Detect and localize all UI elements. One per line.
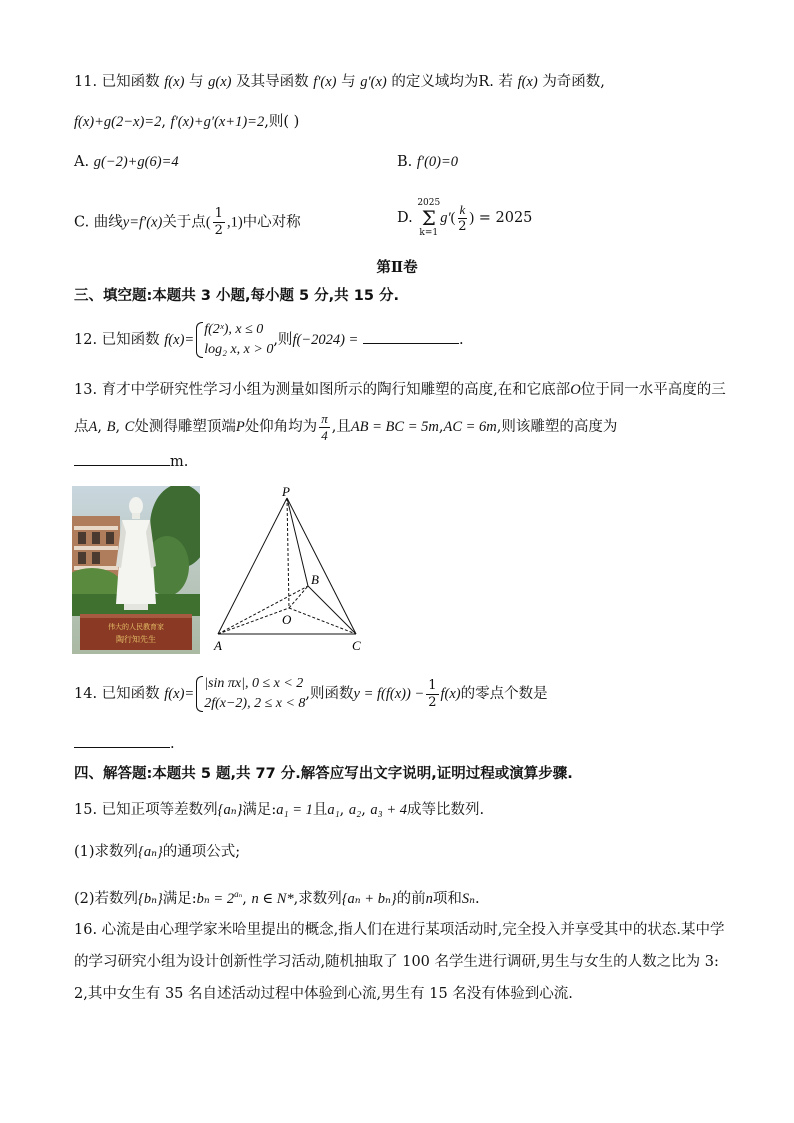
q12-number: 12. <box>74 332 98 348</box>
summation-symbol: 2025 Σ k=1 <box>417 198 441 238</box>
q12-piecewise: f(2ˣ), x ≤ 0 log₂ x, x > 0 <box>194 320 273 360</box>
q14-number: 14. <box>74 686 98 702</box>
q16-number: 16. <box>74 922 98 938</box>
q11-point-fraction: $\frac{1}{2}$ <box>214 206 223 238</box>
q11-stem-line1: 11. 已知函数 f(x) 与 g(x) 及其导函数 f′(x) 与 g′(x) 的定义域均为R. 若 f(x) 为奇函数, <box>74 74 605 90</box>
label-b: B <box>311 572 319 587</box>
q13-line2: 点A, B, C处测得雕塑顶端P处仰角均为 $\frac{\pi}{4}$ ,且AB = BC = 5m,AC = 6m,则该雕塑的高度为 <box>74 410 618 443</box>
q11-option-d: D. 2025 Σ k=1g′( $\frac{k}{2}$ ) = 2025 <box>397 198 533 238</box>
q11-equation-2: f′(x)+g′(x+1)=2 <box>170 114 265 130</box>
q11-number: 11. <box>74 74 98 90</box>
q13-answer-blank[interactable] <box>74 465 170 466</box>
q14: 14. 已知函数 f(x)= |sin πx|, 0 ≤ x < 2 2f(x−2), 2 ≤ x < 8 ,则函数y = f(f(x)) − $\frac{1}{2}$ f(x)的零点个数是 <box>74 672 548 716</box>
q15-stem: 15. 已知正项等差数列{aₙ}满足:a₁ = 1且a₁, a₂, a₃ + 4成等比数列. <box>74 802 485 818</box>
section-3-heading: 三、填空题:本题共 3 小题,每小题 5 分,共 15 分. <box>74 288 399 304</box>
plaque-line-1: 伟大的人民教育家 <box>108 623 164 631</box>
q11-option-a: A. g(−2)+g(6)=4 <box>74 154 179 170</box>
section-4-heading: 四、解答题:本题共 5 题,共 77 分.解答应写出文字说明,证明过程或演算步骤. <box>74 766 573 782</box>
plaque-line-2: 陶行知先生 <box>116 635 156 644</box>
q14-answer-blank[interactable] <box>74 747 170 748</box>
q15-part-2: (2)若数列{bₙ}满足:bₙ = $2^{a_n}$, n ∈ N*,求数列{aₙ + bₙ}的前n项和Sₙ. <box>74 889 480 907</box>
q14-answer-line: . <box>74 734 175 754</box>
label-p: P <box>282 484 290 499</box>
q13-answer-line: m. <box>74 452 188 472</box>
q11-option-b: B. f′(0)=0 <box>397 154 459 170</box>
q16-line3: 2,其中女生有 35 名自述活动过程中体验到心流,男生有 15 名没有体验到心流. <box>74 986 573 1002</box>
q13-angle-fraction: $\frac{\pi}{4}$ <box>321 410 328 443</box>
q14-piecewise: |sin πx|, 0 ≤ x < 2 2f(x−2), 2 ≤ x < 8 <box>194 674 305 714</box>
q15-part-1: (1)求数列{aₙ}的通项公式; <box>74 844 241 860</box>
q13-line1: 13. 育才中学研究性学习小组为测量如图所示的陶行知雕塑的高度,在和它底部O位于同一水平高度的三 <box>74 382 726 398</box>
statue-photo <box>72 486 200 654</box>
q11-equation-1: f(x)+g(2−x)=2 <box>74 114 162 130</box>
q11-stem-line2: f(x)+g(2−x)=2, f′(x)+g′(x+1)=2,则( ) <box>74 114 300 130</box>
label-a: A <box>214 638 222 653</box>
q12-answer-blank[interactable] <box>363 343 459 344</box>
label-c: C <box>352 638 361 653</box>
q13-number: 13. <box>74 382 98 398</box>
q16-line2: 的学习研究小组为设计创新性学习活动,随机抽取了 100 名学生进行调研,男生与女生的人数之比为 3: <box>74 954 719 970</box>
pyramid-figure <box>210 484 370 660</box>
q12: 12. 已知函数 f(x)= f(2ˣ), x ≤ 0 log₂ x, x > 0 ,则f(−2024) = . <box>74 318 464 362</box>
label-o: O <box>282 612 292 627</box>
q15-number: 15. <box>74 802 98 818</box>
part-ii-title: 第Ⅱ卷 <box>376 259 418 276</box>
q11-option-c: C. 曲线y=f′(x)关于点( $\frac{1}{2}$ ,1)中心对称 <box>74 206 301 238</box>
q16-line1: 16. 心流是由心理学家米哈里提出的概念,指人们在进行某项活动时,完全投入并享受其中的状态.某中学 <box>74 922 725 938</box>
